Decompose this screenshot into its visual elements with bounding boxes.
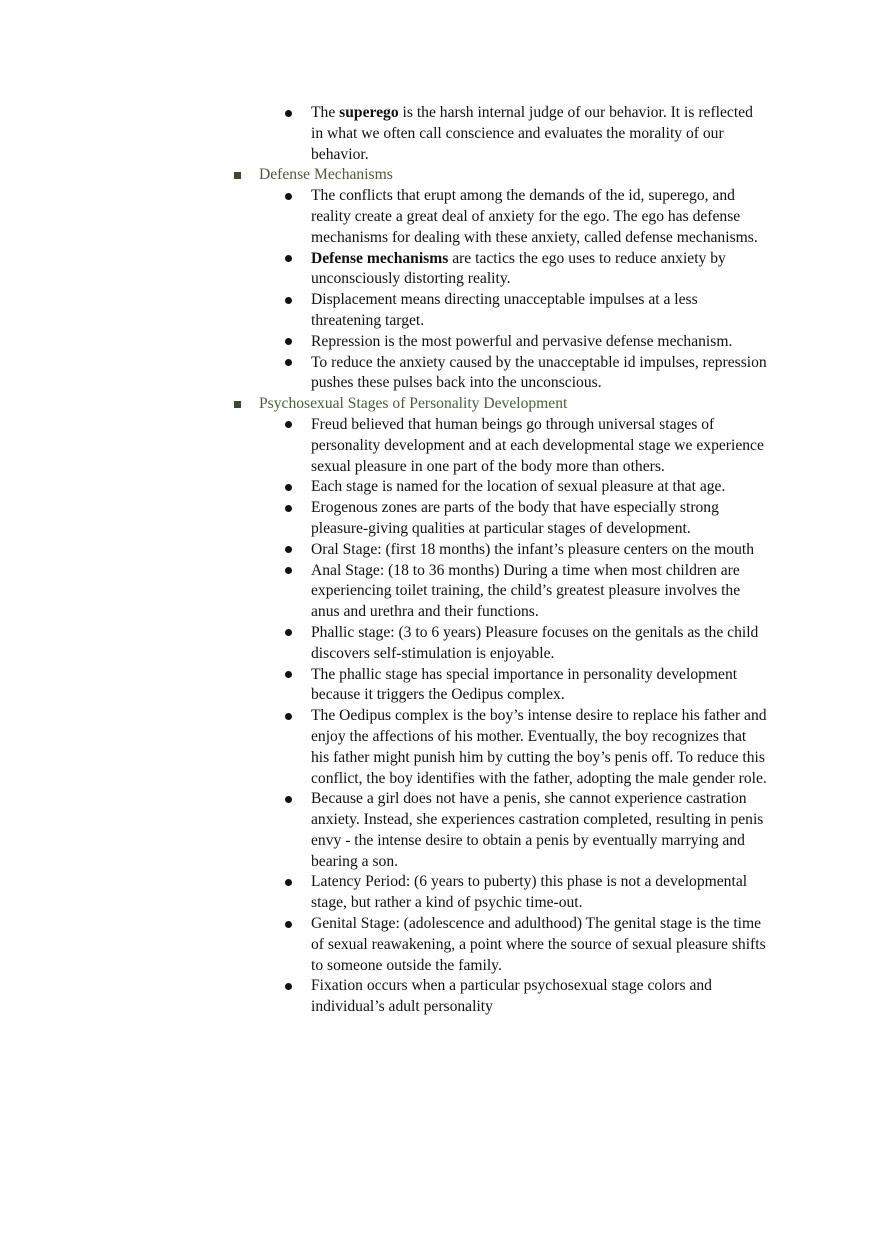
list-item — [0, 976, 880, 1018]
line-text: pleasure-giving qualities at particular stages of development. — [311, 519, 691, 537]
bullet-icon — [285, 879, 292, 886]
line-text: The Oedipus complex is the boy’s intense desire to replace his father and — [311, 707, 767, 725]
list-item-line — [0, 976, 880, 997]
list-item-line — [0, 810, 880, 831]
list-item — [0, 665, 880, 707]
list-item-line — [0, 748, 880, 769]
list-item-line — [0, 332, 880, 353]
bullet-icon — [285, 359, 292, 366]
line-text: mechanisms for dealing with these anxiety, called defense mechanisms. — [311, 228, 758, 246]
list-item-line — [0, 498, 880, 519]
list-item-line — [0, 914, 880, 935]
square-bullet-icon — [234, 172, 241, 179]
list-item — [0, 290, 880, 332]
line-text: stage, but rather a kind of psychic time-out. — [311, 894, 583, 912]
line-text: Latency Period: (6 years to puberty) this phase is not a developmental — [311, 873, 748, 891]
list-item-line — [0, 519, 880, 540]
bullet-icon — [285, 110, 292, 117]
list-item-line — [0, 685, 880, 706]
text-segment: is the harsh internal judge of our behavior. It is reflected — [398, 104, 753, 121]
line-text: his father might punish him by cutting the boy’s penis off. To reduce this — [311, 748, 765, 766]
list-item-line — [0, 665, 880, 686]
list-item-line — [0, 581, 880, 602]
heading-text: Defense Mechanisms — [259, 166, 393, 184]
list-item — [0, 623, 880, 665]
list-item-line — [0, 769, 880, 790]
line-text: anus and urethra and their functions. — [311, 603, 539, 621]
list-item-line — [0, 561, 880, 582]
list-item-line — [0, 727, 880, 748]
bullet-icon — [285, 921, 292, 928]
list-item — [0, 353, 880, 395]
line-text: Anal Stage: (18 to 36 months) During a time when most children are — [311, 561, 740, 579]
line-text: in what we often call conscience and evaluates the morality of our — [311, 124, 724, 142]
line-text: to someone outside the family. — [311, 956, 502, 974]
list-item — [0, 789, 880, 872]
line-text: anxiety. Instead, she experiences castration completed, resulting in penis — [311, 811, 764, 829]
line-text: Because a girl does not have a penis, she cannot experience castration — [311, 790, 747, 808]
list-item — [0, 872, 880, 914]
list-item-line — [0, 893, 880, 914]
line-text: Oral Stage: (first 18 months) the infant’s pleasure centers on the mouth — [311, 540, 755, 558]
list-item-line — [0, 207, 880, 228]
line-text: behavior. — [311, 145, 369, 163]
list-item — [0, 914, 880, 976]
bold-term: superego — [339, 104, 399, 121]
list-item-line — [0, 852, 880, 873]
list-item — [0, 249, 880, 291]
list-item-line — [0, 249, 880, 270]
list-item-line — [0, 644, 880, 665]
list-item-line — [0, 103, 880, 124]
bold-term: Defense mechanisms — [311, 249, 449, 267]
line-text: pushes these pulses back into the unconscious. — [311, 374, 602, 392]
text-segment: The — [311, 104, 340, 121]
bullet-icon — [285, 546, 292, 553]
document-page — [0, 103, 880, 1018]
list-item-line — [0, 269, 880, 290]
line-text: because it triggers the Oedipus complex. — [311, 686, 565, 704]
bullet-icon — [285, 484, 292, 491]
line-text: individual’s adult personality — [311, 998, 493, 1016]
line-text — [311, 249, 726, 270]
line-text: Displacement means directing unacceptable impulses at a less — [311, 291, 698, 309]
list-item — [0, 415, 880, 477]
list-item-line — [0, 353, 880, 374]
line-text: Erogenous zones are parts of the body that have especially strong — [311, 499, 719, 517]
line-text: sexual pleasure in one part of the body more than others. — [311, 457, 665, 475]
bullet-icon — [285, 505, 292, 512]
list-item-line — [0, 540, 880, 561]
list-item-line — [0, 290, 880, 311]
line-text: The phallic stage has special importance in personality development — [311, 665, 738, 683]
list-item-line — [0, 124, 880, 145]
section-heading — [0, 165, 880, 186]
list-item-line — [0, 311, 880, 332]
list-item-line — [0, 789, 880, 810]
list-item-line — [0, 956, 880, 977]
line-text: envy - the intense desire to obtain a penis by eventually marrying and — [311, 831, 745, 849]
bullet-icon — [285, 193, 292, 200]
list-item-line — [0, 602, 880, 623]
line-text: Phallic stage: (3 to 6 years) Pleasure focuses on the genitals as the child — [311, 623, 759, 641]
list-item-line — [0, 415, 880, 436]
list-item-line — [0, 872, 880, 893]
list-item — [0, 540, 880, 561]
bullet-icon — [285, 255, 292, 262]
list-item — [0, 706, 880, 789]
list-item — [0, 498, 880, 540]
bullet-icon — [285, 421, 292, 428]
bullet-icon — [285, 983, 292, 990]
list-item-line — [0, 186, 880, 207]
line-text: Repression is the most powerful and pervasive defense mechanism. — [311, 332, 733, 350]
line-text: discovers self-stimulation is enjoyable. — [311, 644, 555, 662]
list-item-line — [0, 706, 880, 727]
list-item-line — [0, 228, 880, 249]
list-item-line — [0, 997, 880, 1018]
bullet-icon — [285, 796, 292, 803]
list-item-line — [0, 457, 880, 478]
list-item-line — [0, 623, 880, 644]
list-item-line — [0, 145, 880, 166]
line-text: unconsciously distorting reality. — [311, 270, 511, 288]
bullet-icon — [285, 671, 292, 678]
list-item-line — [0, 436, 880, 457]
bullet-icon — [285, 297, 292, 304]
line-text: personality development and at each developmental stage we experience — [311, 436, 764, 454]
list-item-line — [0, 373, 880, 394]
line-text: of sexual reawakening, a point where the source of sexual pleasure shifts — [311, 935, 766, 953]
bullet-icon — [285, 338, 292, 345]
list-item-line — [0, 831, 880, 852]
list-item — [0, 561, 880, 623]
list-item — [0, 103, 880, 165]
line-text: Each stage is named for the location of sexual pleasure at that age. — [311, 478, 726, 496]
section-heading — [0, 394, 880, 415]
line-text: reality create a great deal of anxiety for the ego. The ego has defense — [311, 207, 741, 225]
list-item-line — [0, 477, 880, 498]
bullet-icon — [285, 629, 292, 636]
line-text: experiencing toilet training, the child’s greatest pleasure involves the — [311, 582, 741, 600]
bullet-icon — [285, 713, 292, 720]
line-text: The conflicts that erupt among the demands of the id, superego, and — [311, 187, 735, 205]
heading-text: Psychosexual Stages of Personality Development — [259, 395, 568, 413]
line-text: Genital Stage: (adolescence and adulthood) The genital stage is the time — [311, 915, 762, 933]
line-text — [311, 103, 753, 124]
line-text: To reduce the anxiety caused by the unacceptable id impulses, repression — [311, 353, 767, 371]
line-text: enjoy the affections of his mother. Eventually, the boy recognizes that — [311, 727, 747, 745]
list-item — [0, 186, 880, 248]
line-text: bearing a son. — [311, 852, 399, 870]
line-text: threatening target. — [311, 311, 425, 329]
line-text: Freud believed that human beings go through universal stages of — [311, 415, 715, 433]
square-bullet-icon — [234, 401, 241, 408]
line-text: conflict, the boy identifies with the father, adopting the male gender role. — [311, 769, 767, 787]
bullet-icon — [285, 567, 292, 574]
list-item-line — [0, 935, 880, 956]
line-text: Fixation occurs when a particular psychosexual stage colors and — [311, 977, 712, 995]
list-item — [0, 477, 880, 498]
list-item — [0, 332, 880, 353]
text-segment: are tactics the ego uses to reduce anxiety by — [448, 249, 726, 267]
